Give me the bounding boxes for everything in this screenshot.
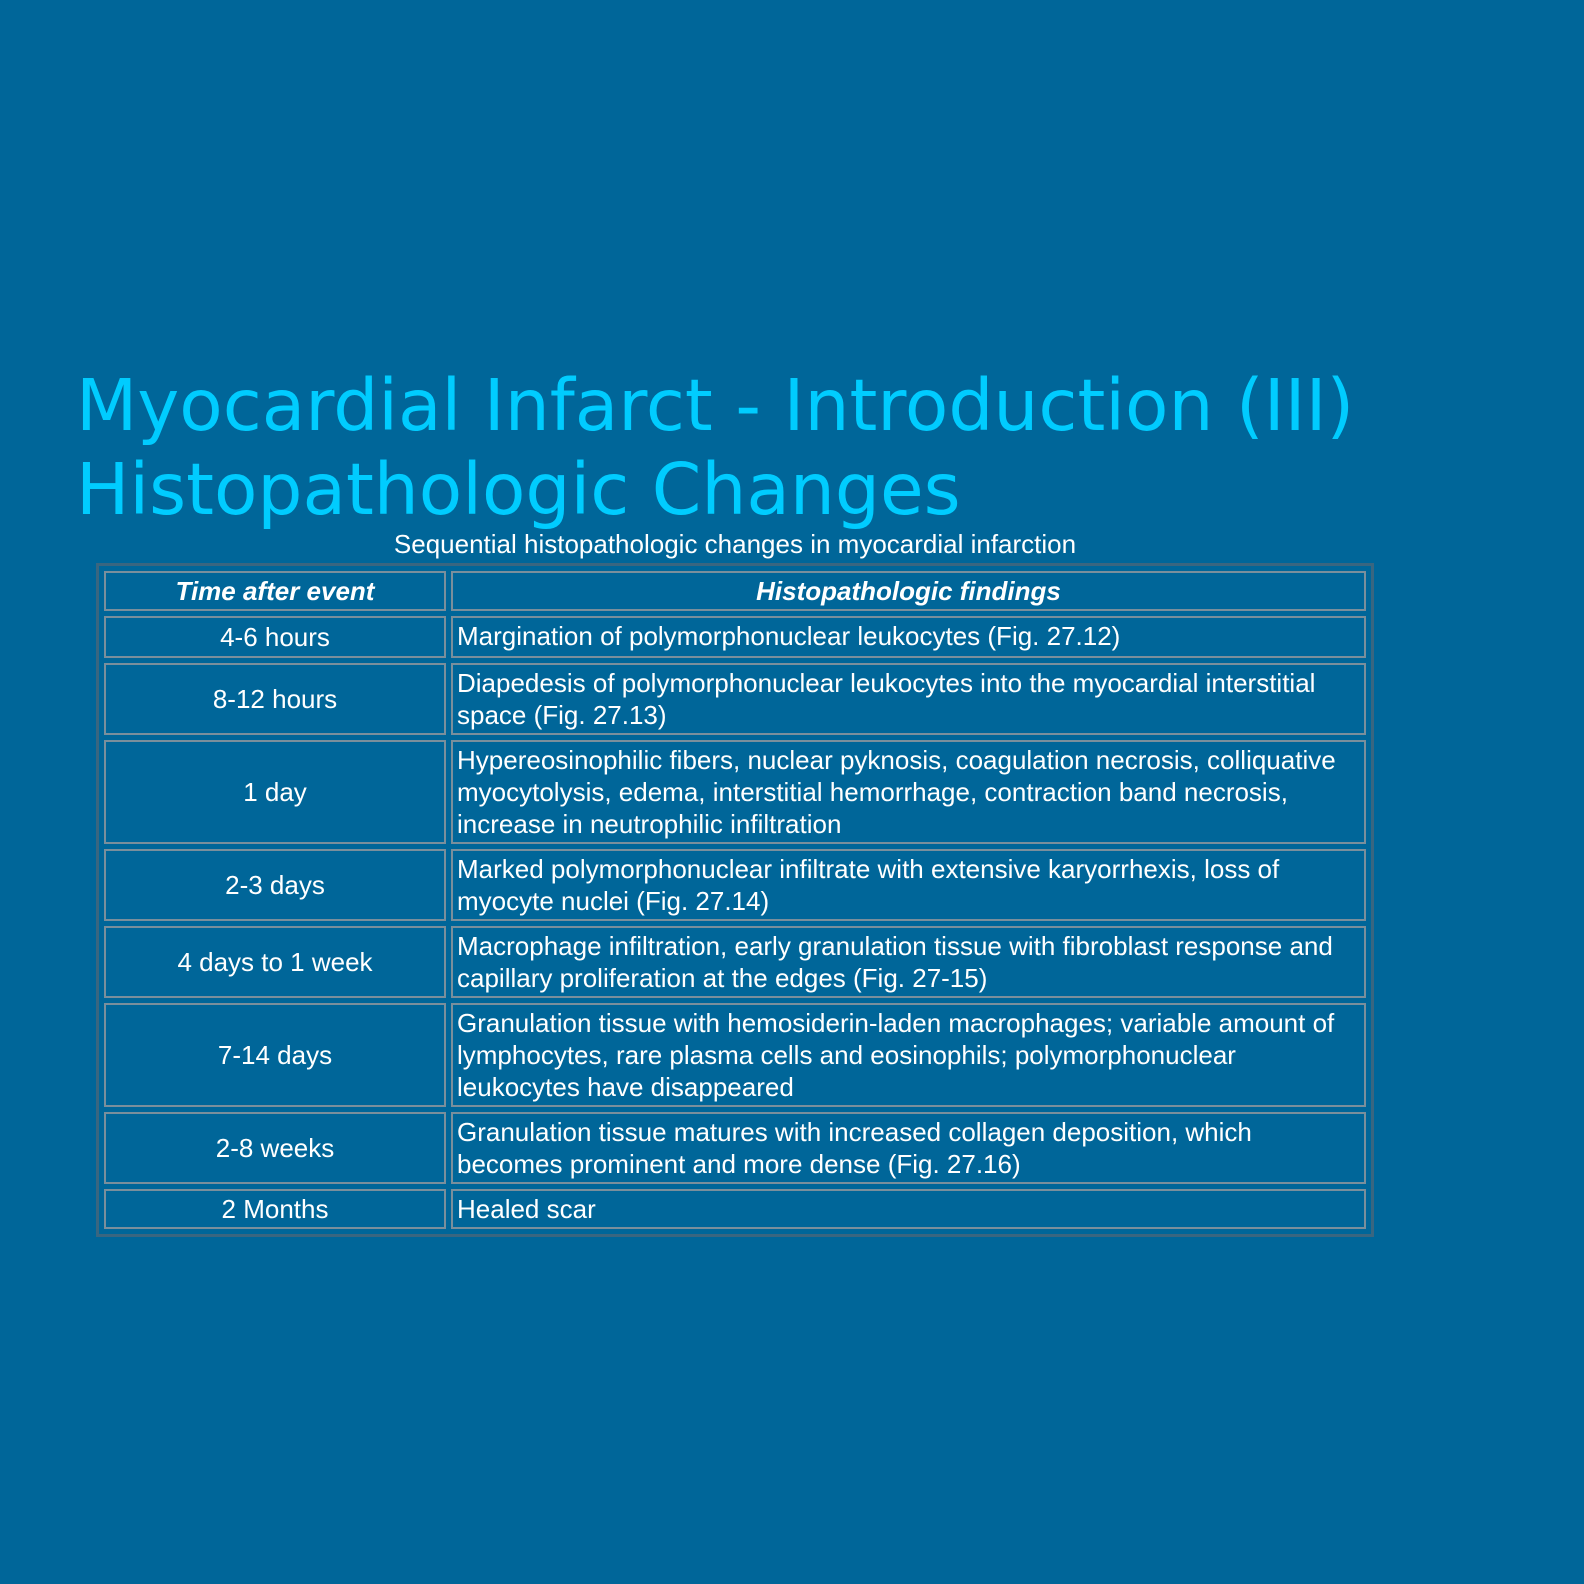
finding-cell: Granulation tissue with hemosiderin-laden macrophages; variable amount of lymphocytes, rare plasma cells and eosinophils; polymorphonuclear leukocytes have disappeared — [451, 1003, 1366, 1107]
finding-cell: Healed scar — [451, 1189, 1366, 1229]
finding-cell: Diapedesis of polymorphonuclear leukocytes into the myocardial interstitial space (Fig. 27.13) — [451, 663, 1366, 735]
time-cell: 8-12 hours — [104, 663, 446, 735]
time-cell: 2-3 days — [104, 849, 446, 921]
finding-cell: Marked polymorphonuclear infiltrate with extensive karyorrhexis, loss of myocyte nuclei (Fig. 27.14) — [451, 849, 1366, 921]
table-header-row — [104, 571, 1366, 611]
time-cell: 2-8 weeks — [104, 1112, 446, 1184]
table-row — [104, 1112, 1366, 1184]
finding-cell: Macrophage infiltration, early granulation tissue with fibroblast response and capillary proliferation at the edges (Fig. 27-15) — [451, 926, 1366, 998]
time-cell: 1 day — [104, 740, 446, 844]
table-row — [104, 1189, 1366, 1229]
table-row — [104, 740, 1366, 844]
table-row — [104, 926, 1366, 998]
table-caption: Sequential histopathologic changes in myocardial infarction — [393, 529, 1077, 559]
header-time-after-event: Time after event — [104, 571, 446, 611]
title-line-1: Myocardial Infarct - Introduction (III) — [76, 364, 1355, 447]
time-cell: 7-14 days — [104, 1003, 446, 1107]
time-cell: 4 days to 1 week — [104, 926, 446, 998]
histopathology-table — [96, 563, 1374, 1237]
slide-title — [76, 364, 1354, 532]
finding-cell: Hypereosinophilic fibers, nuclear pyknosis, coagulation necrosis, colliquative myocytolysis, edema, interstitial hemorrhage, contraction band necrosis, increase in neutrophilic infiltration — [451, 740, 1366, 844]
table-row — [104, 663, 1366, 735]
finding-cell: Granulation tissue matures with increased collagen deposition, which becomes prominent and more dense (Fig. 27.16) — [451, 1112, 1366, 1184]
header-histopathologic-findings: Histopathologic findings — [451, 571, 1366, 611]
time-cell: 4-6 hours — [104, 616, 446, 658]
title-line-2: Histopathologic Changes — [76, 448, 961, 531]
table-row — [104, 849, 1366, 921]
time-cell: 2 Months — [104, 1189, 446, 1229]
finding-cell: Margination of polymorphonuclear leukocytes (Fig. 27.12) — [451, 616, 1366, 658]
table-row — [104, 616, 1366, 658]
table-row — [104, 1003, 1366, 1107]
